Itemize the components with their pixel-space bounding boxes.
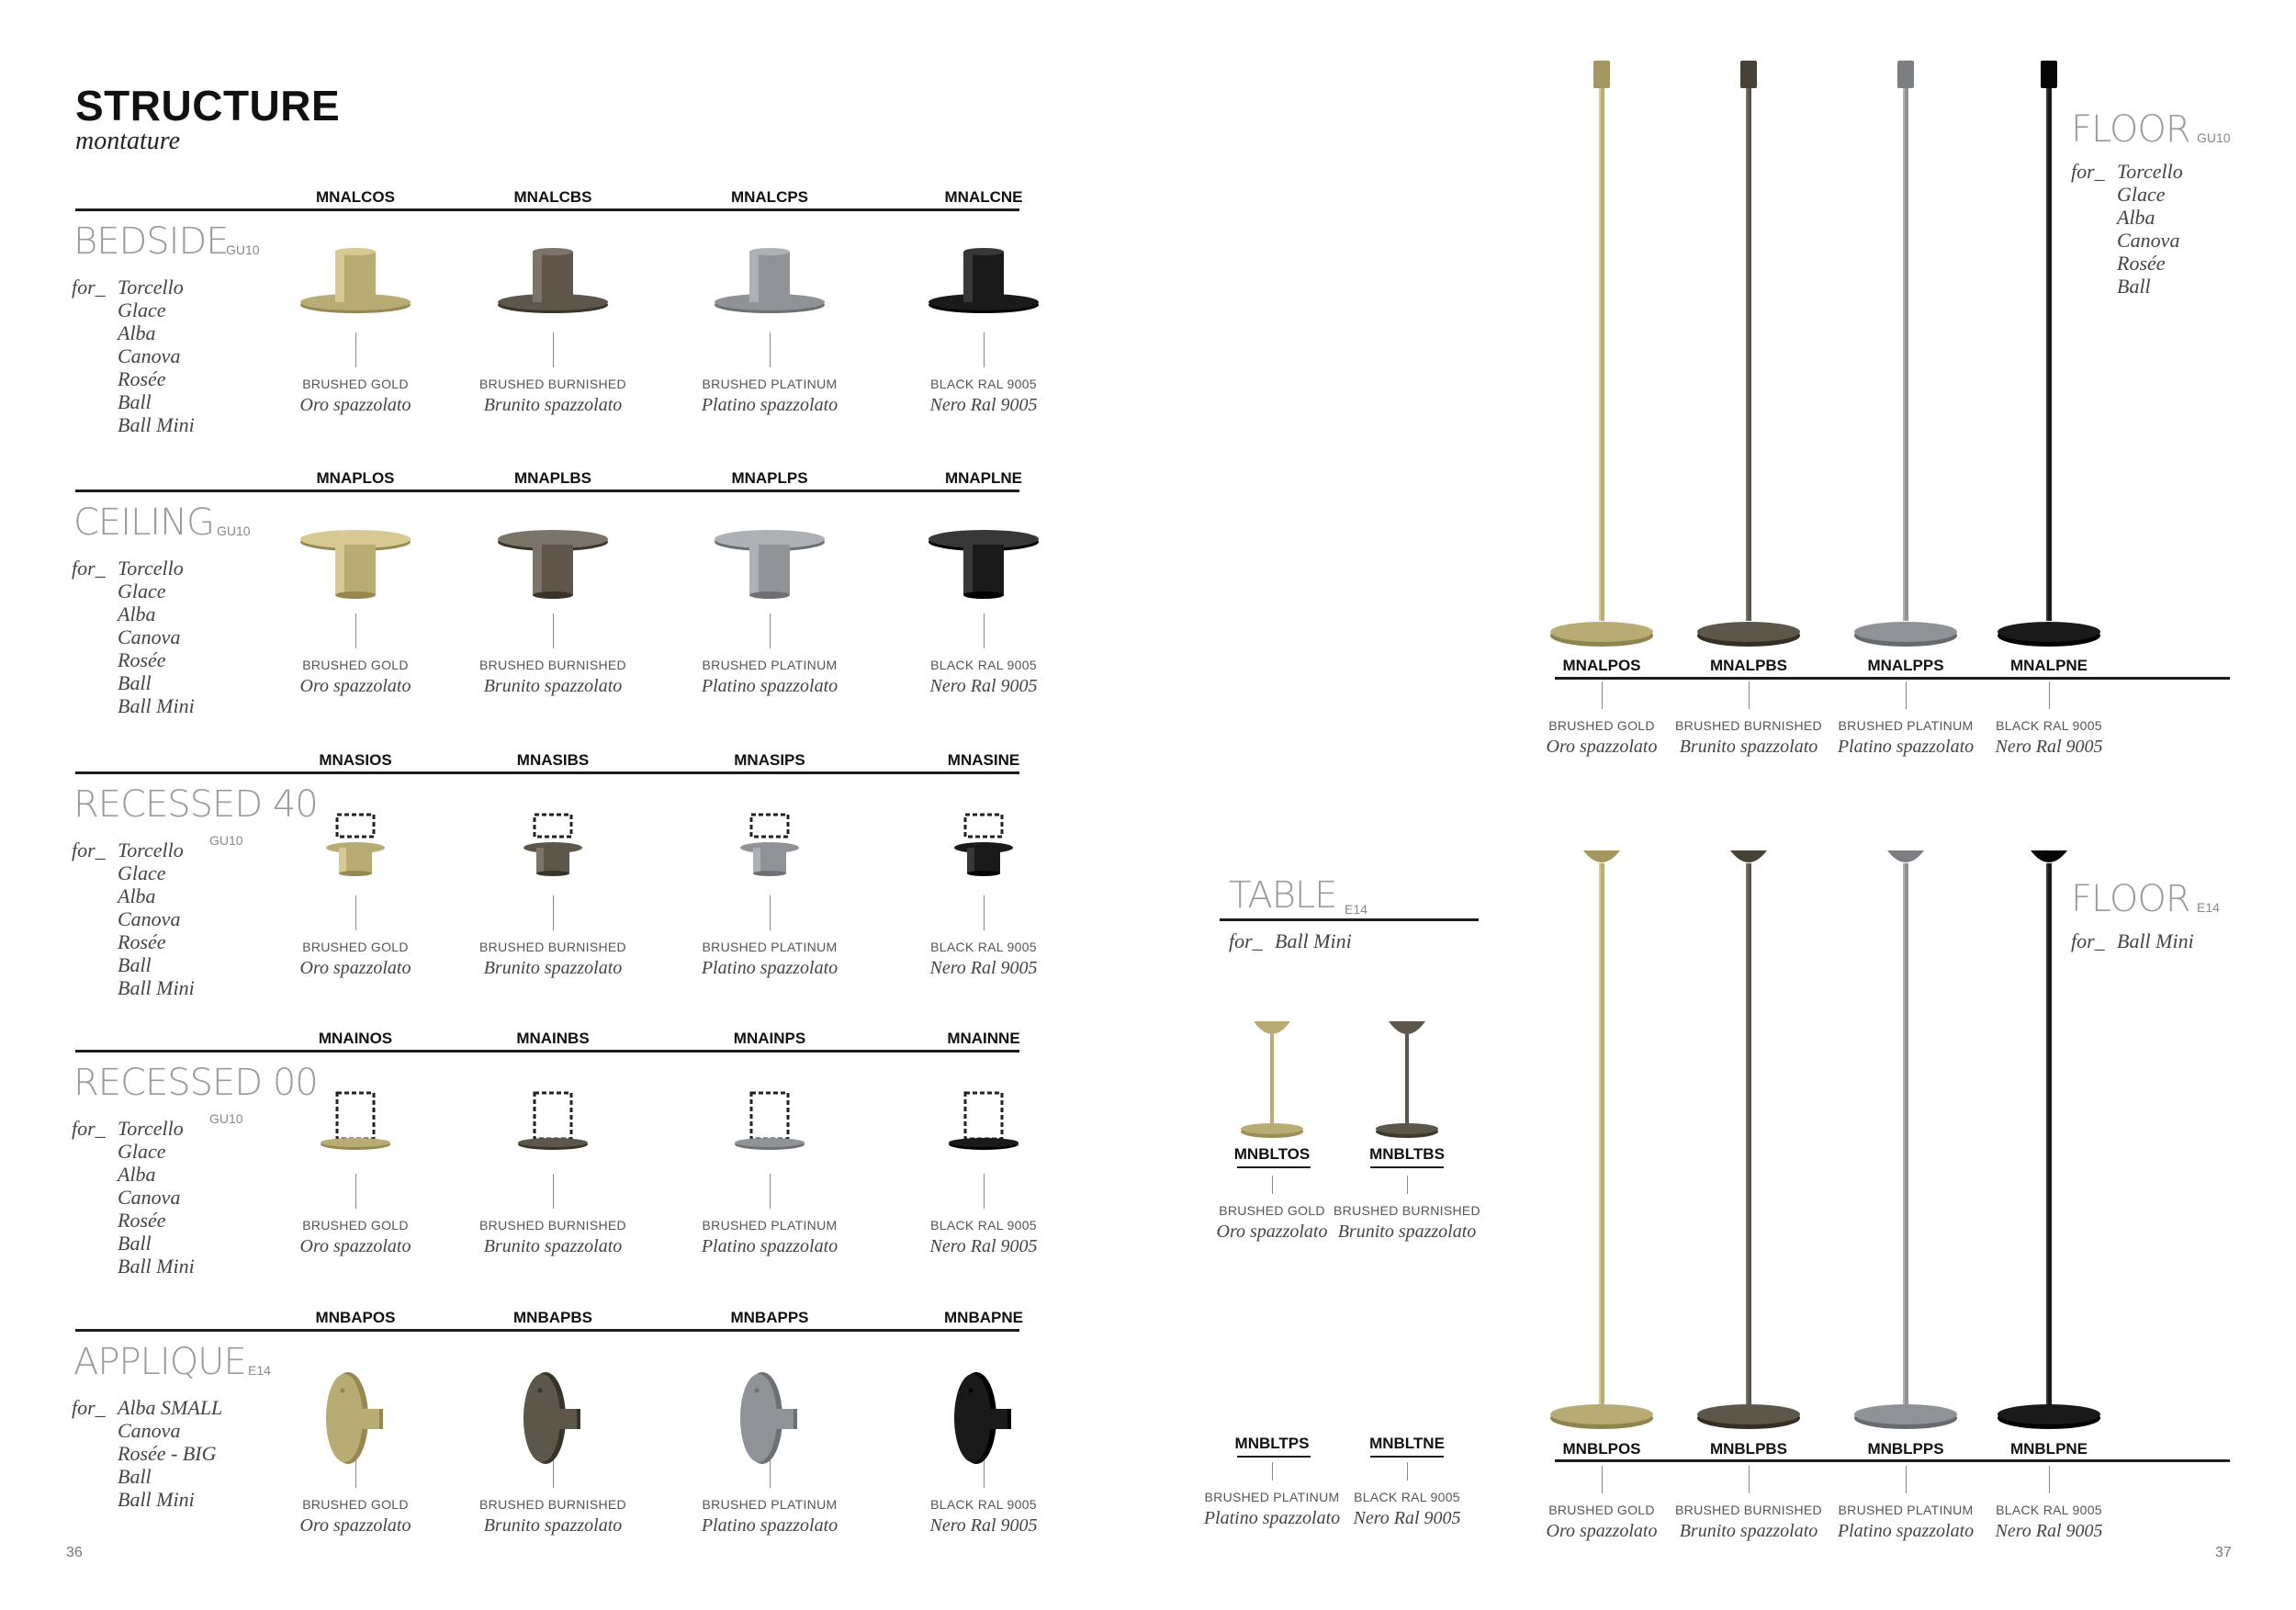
product-code: MNALPNE [2009, 657, 2088, 674]
product-code: MNALCNE [944, 188, 1023, 206]
floor-e14-item-finish-en: BRUSHED GOLD [1548, 1503, 1655, 1517]
table-item-divider [1272, 1176, 1273, 1194]
compatible-model: Ball Mini [118, 1255, 195, 1278]
floor-e14-item-finish-it: Nero Ral 9005 [1995, 1521, 2103, 1541]
product-code: MNBLPPS [1867, 1440, 1944, 1458]
compatible-model: Glace [118, 1140, 166, 1163]
product-image [954, 815, 1013, 876]
compatible-model: Canova [118, 344, 181, 367]
floor-gu10-item-finish-it: Oro spazzolato [1546, 737, 1658, 757]
product-code: MNBLPOS [1562, 1440, 1641, 1458]
compatible-model: Ball Mini [118, 976, 195, 999]
floor-lamp-gu10-image [1998, 61, 2100, 647]
product-code: MNBAPOS [315, 1309, 396, 1326]
product-code: MNALCBS [513, 188, 592, 206]
section-item-finish-it: Nero Ral 9005 [929, 958, 1038, 978]
table-item-divider [1272, 1462, 1273, 1481]
compatible-model: Ball [118, 1465, 152, 1488]
section-title: RECESSED 40 [73, 783, 318, 826]
product-image [523, 1372, 580, 1464]
compatible-model: Glace [2117, 183, 2166, 206]
table-item-finish-it: Oro spazzolato [1216, 1222, 1328, 1242]
product-code: MNBLTPS [1234, 1435, 1310, 1452]
section-item-finish-it: Brunito spazzolato [483, 958, 623, 978]
product-image [954, 1372, 1011, 1464]
compatible-model: Torcello [118, 1117, 184, 1140]
section-title: CEILING [73, 501, 214, 544]
floor-e14-item-finish-it: Oro spazzolato [1546, 1521, 1658, 1541]
product-code: MNBLPBS [1709, 1440, 1788, 1458]
for-label: for_ [72, 1396, 106, 1419]
section-item-finish-it: Platino spazzolato [701, 958, 838, 978]
section-item-finish-it: Brunito spazzolato [483, 676, 623, 696]
section-item-finish-en: BRUSHED BURNISHED [479, 377, 626, 391]
page-number-left: 36 [66, 1545, 83, 1560]
compatible-model: Rosée [118, 648, 166, 671]
product-code: MNBAPNE [944, 1309, 1023, 1326]
section-item-finish-en: BRUSHED BURNISHED [479, 940, 626, 954]
table-for-item: Ball Mini [1275, 929, 1352, 952]
floor-e14-item-divider [1906, 1466, 1907, 1493]
section-item-finish-it: Oro spazzolato [299, 395, 411, 415]
compatible-model: Rosée [118, 930, 166, 953]
floor-gu10-item-finish-it: Platino spazzolato [1837, 737, 1975, 757]
section-item-finish-it: Oro spazzolato [299, 958, 411, 978]
product-image [715, 530, 825, 599]
product-code: MNALPPS [1867, 657, 1944, 674]
compatible-model: Ball [118, 390, 152, 413]
product-image [498, 248, 608, 313]
product-image [321, 1093, 390, 1150]
product-code: MNBLTBS [1369, 1145, 1445, 1163]
section-item-finish-it: Platino spazzolato [701, 1515, 838, 1536]
socket-label: E14 [248, 1363, 271, 1378]
product-image [326, 815, 385, 876]
section-item-finish-it: Platino spazzolato [701, 676, 838, 696]
floor-gu10-item-finish-en: BLACK RAL 9005 [1996, 718, 2102, 733]
table-lamp-image [1376, 1021, 1438, 1138]
section-item-finish-it: Brunito spazzolato [483, 1236, 623, 1256]
section-title: BEDSIDE [73, 220, 229, 263]
compatible-model: Glace [118, 580, 166, 602]
section-item-finish-en: BRUSHED GOLD [302, 1218, 409, 1233]
section-title: APPLIQUE [73, 1341, 246, 1383]
product-code: MNBAPPS [730, 1309, 809, 1326]
product-image [740, 815, 799, 876]
table-item-finish-en: BLACK RAL 9005 [1354, 1490, 1460, 1504]
compatible-model: Alba [118, 602, 156, 625]
product-image [300, 248, 411, 313]
for-label: for_ [72, 839, 106, 861]
table-item-divider [1407, 1462, 1408, 1481]
section-item-finish-en: BRUSHED GOLD [302, 377, 409, 391]
floor-lamp-e14-image [1550, 850, 1653, 1429]
table-lamp-image [1241, 1021, 1303, 1138]
floor-e14-item-finish-en: BLACK RAL 9005 [1996, 1503, 2102, 1517]
for-label: for_ [72, 1117, 106, 1140]
floor-lamp-e14-image [1998, 850, 2100, 1429]
compatible-model: Alba [2117, 206, 2155, 229]
section-item-finish-it: Oro spazzolato [299, 676, 411, 696]
table-item-finish-en: BRUSHED PLATINUM [1204, 1490, 1340, 1504]
table-item-finish-it: Nero Ral 9005 [1353, 1508, 1461, 1528]
table-item-finish-en: BRUSHED BURNISHED [1334, 1203, 1480, 1218]
table-for-label: for_ [1229, 929, 1263, 952]
table-socket-label: E14 [1345, 902, 1367, 917]
product-code: MNALCPS [730, 188, 809, 206]
floor-e14-item-divider [1749, 1466, 1750, 1493]
floor-lamp-e14-image [1854, 850, 1957, 1429]
floor-e14-title: FLOOR [2071, 878, 2190, 920]
section-item-finish-it: Oro spazzolato [299, 1236, 411, 1256]
floor-lamp-gu10-image [1550, 61, 1653, 647]
table-code-underline [1237, 1166, 1311, 1168]
section-item-finish-en: BRUSHED PLATINUM [702, 658, 838, 672]
for-label: for_ [72, 557, 106, 580]
product-code: MNALPBS [1709, 657, 1788, 674]
compatible-model: Rosée [118, 367, 166, 390]
floor-gu10-item-finish-it: Nero Ral 9005 [1995, 737, 2103, 757]
for-label: for_ [72, 276, 106, 298]
compatible-model: Ball [2117, 275, 2151, 298]
floor-gu10-item-divider [2049, 681, 2050, 709]
product-code: MNASIBS [516, 751, 590, 769]
floor-gu10-socket-label: GU10 [2197, 130, 2231, 145]
product-code: MNBLTOS [1233, 1145, 1311, 1163]
product-code: MNAINNE [947, 1030, 1020, 1047]
section-item-finish-it: Nero Ral 9005 [929, 1236, 1038, 1256]
compatible-model: Ball [118, 1232, 152, 1255]
compatible-model: Ball Mini [118, 1488, 195, 1511]
floor-e14-for-item: Ball Mini [2117, 929, 2194, 952]
product-image [929, 530, 1039, 599]
floor-gu10-item-finish-it: Brunito spazzolato [1679, 737, 1818, 757]
table-item-finish-it: Platino spazzolato [1203, 1508, 1341, 1528]
product-image [735, 1093, 805, 1150]
product-image [740, 1372, 797, 1464]
floor-e14-item-finish-it: Platino spazzolato [1837, 1521, 1975, 1541]
section-item-finish-it: Platino spazzolato [701, 395, 838, 415]
table-code-underline [1370, 1166, 1444, 1168]
product-code: MNAINBS [516, 1030, 590, 1047]
section-item-finish-it: Nero Ral 9005 [929, 1515, 1038, 1536]
compatible-model: Glace [118, 298, 166, 321]
product-code: MNBLPNE [2009, 1440, 2088, 1458]
table-section-title: TABLE [1229, 874, 1337, 917]
product-code: MNAINOS [318, 1030, 393, 1047]
section-item-finish-it: Nero Ral 9005 [929, 676, 1038, 696]
product-image [715, 248, 825, 313]
floor-lamp-e14-image [1697, 850, 1800, 1429]
table-item-finish-en: BRUSHED GOLD [1219, 1203, 1325, 1218]
product-code: MNAINPS [733, 1030, 806, 1047]
page-title: STRUCTURE [75, 82, 341, 129]
floor-gu10-item-finish-en: BRUSHED GOLD [1548, 718, 1655, 733]
compatible-model: Canova [118, 1419, 181, 1442]
product-code: MNASIOS [319, 751, 392, 769]
section-item-finish-en: BLACK RAL 9005 [930, 377, 1037, 391]
floor-gu10-item-finish-en: BRUSHED BURNISHED [1675, 718, 1822, 733]
section-item-finish-en: BRUSHED PLATINUM [702, 940, 838, 954]
section-item-finish-en: BRUSHED PLATINUM [702, 1497, 838, 1512]
socket-label: GU10 [217, 524, 251, 538]
floor-gu10-for-label: for_ [2071, 160, 2105, 183]
product-code: MNAPLBS [513, 469, 592, 487]
floor-gu10-title: FLOOR [2071, 108, 2190, 151]
section-item-finish-en: BRUSHED BURNISHED [479, 1497, 626, 1512]
compatible-model: Ball [118, 671, 152, 694]
compatible-model: Canova [118, 625, 181, 648]
table-code-underline [1237, 1456, 1311, 1458]
section-item-finish-en: BLACK RAL 9005 [930, 1218, 1037, 1233]
floor-e14-item-finish-en: BRUSHED PLATINUM [1838, 1503, 1974, 1517]
floor-e14-item-divider [2049, 1466, 2050, 1493]
section-item-finish-it: Brunito spazzolato [483, 395, 623, 415]
product-image [929, 248, 1039, 313]
table-item-finish-it: Brunito spazzolato [1337, 1222, 1477, 1242]
compatible-model: Torcello [118, 276, 184, 298]
section-item-finish-it: Nero Ral 9005 [929, 395, 1038, 415]
floor-e14-for-label: for_ [2071, 929, 2105, 952]
compatible-model: Ball Mini [118, 694, 195, 717]
compatible-model: Torcello [2117, 160, 2183, 183]
floor-gu10-item-divider [1749, 681, 1750, 709]
section-item-finish-en: BRUSHED BURNISHED [479, 1218, 626, 1233]
compatible-model: Canova [118, 1186, 181, 1209]
compatible-model: Torcello [118, 557, 184, 580]
floor-lamp-gu10-image [1854, 61, 1957, 647]
socket-label: GU10 [226, 242, 260, 257]
floor-gu10-item-divider [1602, 681, 1603, 709]
socket-label: GU10 [209, 833, 243, 848]
compatible-model: Alba [118, 884, 156, 907]
table-code-underline [1370, 1456, 1444, 1458]
product-code: MNAPLOS [316, 469, 395, 487]
compatible-model: Glace [118, 861, 166, 884]
compatible-model: Torcello [118, 839, 184, 861]
floor-gu10-item-divider [1906, 681, 1907, 709]
product-code: MNALPOS [1562, 657, 1641, 674]
product-image [300, 530, 411, 599]
section-item-finish-en: BLACK RAL 9005 [930, 658, 1037, 672]
section-item-finish-en: BRUSHED GOLD [302, 1497, 409, 1512]
section-item-finish-en: BLACK RAL 9005 [930, 1497, 1037, 1512]
floor-e14-item-finish-en: BRUSHED BURNISHED [1675, 1503, 1822, 1517]
product-image [523, 815, 582, 876]
product-code: MNASINE [947, 751, 1020, 769]
floor-e14-socket-label: E14 [2197, 900, 2220, 915]
product-code: MNALCOS [316, 188, 395, 206]
product-code: MNAPLPS [731, 469, 808, 487]
compatible-model: Ball Mini [118, 413, 195, 436]
product-code: MNASIPS [734, 751, 805, 769]
floor-lamp-gu10-image [1697, 61, 1800, 647]
product-code: MNBLTNE [1369, 1435, 1445, 1452]
page-subtitle: montature [75, 127, 181, 155]
product-image [498, 530, 608, 599]
section-item-finish-it: Brunito spazzolato [483, 1515, 623, 1536]
page-number-right: 37 [2215, 1545, 2232, 1560]
floor-gu10-item-finish-en: BRUSHED PLATINUM [1838, 718, 1974, 733]
section-item-finish-en: BRUSHED GOLD [302, 658, 409, 672]
section-item-finish-it: Platino spazzolato [701, 1236, 838, 1256]
product-image [326, 1372, 383, 1464]
section-item-finish-en: BRUSHED BURNISHED [479, 658, 626, 672]
section-item-finish-en: BRUSHED GOLD [302, 940, 409, 954]
socket-label: GU10 [209, 1111, 243, 1126]
product-image [518, 1093, 588, 1150]
floor-e14-item-divider [1602, 1466, 1603, 1493]
section-item-finish-en: BLACK RAL 9005 [930, 940, 1037, 954]
compatible-model: Rosée [118, 1209, 166, 1232]
compatible-model: Alba [118, 1163, 156, 1186]
compatible-model: Alba [118, 321, 156, 344]
section-item-finish-en: BRUSHED PLATINUM [702, 377, 838, 391]
compatible-model: Ball [118, 953, 152, 976]
compatible-model: Alba SMALL [118, 1396, 223, 1419]
section-title: RECESSED 00 [73, 1062, 318, 1104]
table-item-divider [1407, 1176, 1408, 1194]
section-item-finish-en: BRUSHED PLATINUM [702, 1218, 838, 1233]
compatible-model: Canova [118, 907, 181, 930]
product-code: MNAPLNE [944, 469, 1023, 487]
section-item-finish-it: Oro spazzolato [299, 1515, 411, 1536]
compatible-model: Rosée [2117, 252, 2166, 275]
product-image [949, 1093, 1019, 1150]
compatible-model: Rosée - BIG [118, 1442, 217, 1465]
product-code: MNBAPBS [513, 1309, 592, 1326]
compatible-model: Canova [2117, 229, 2180, 252]
floor-e14-item-finish-it: Brunito spazzolato [1679, 1521, 1818, 1541]
